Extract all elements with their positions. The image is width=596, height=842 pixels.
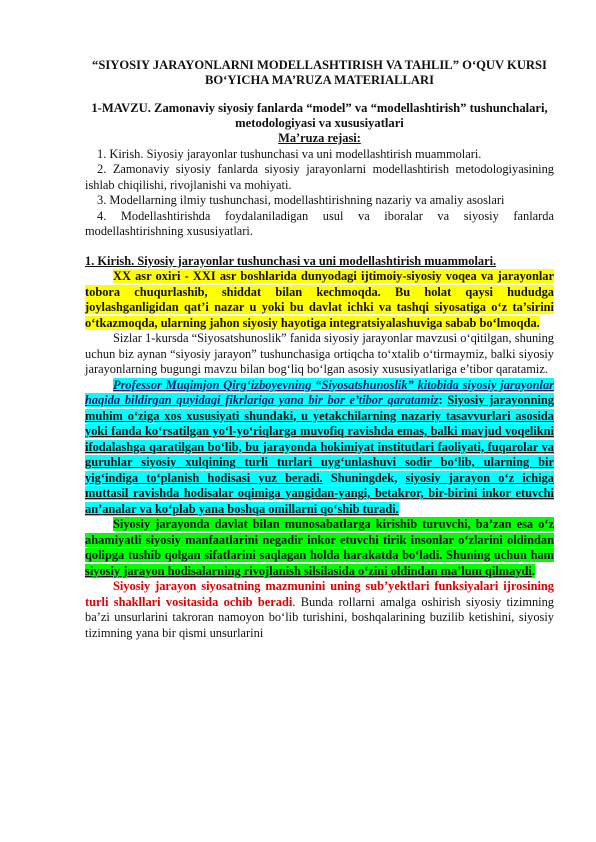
plan-item: 4. Modellashtirishda foydalaniladigan usul va iboralar va siyosiy fanlarda modellashtirishning xususiyatlari. [85, 208, 554, 238]
highlight-yellow: XX asr oxiri - XXI asr boshlarida dunyodagi ijtimoiy-siyosiy voqea va jarayonlar tobora chuqurlashib, shiddat bilan kechmoqda. Bu holat qaysi hududga joylashganligidan qat’i nazar u yoki bu davlat ichki va tashqi siyosatiga o‘z ta’sirini o‘tkazmoqda, ularning jahon siyosiy hayotiga integratsiyalashuviga sabab bo‘lmoqda. [85, 269, 554, 330]
underlined-phrase: siyosiy jarayon hodisalarning rivojlanish silsilasida o‘zini oldindan ma’lum qilmaydi [85, 563, 532, 578]
plan-item: 1. Kirish. Siyosiy jarayonlar tushunchasi va uni modellashtirish muammolari. [97, 146, 482, 161]
quote-tail: siyosiy jarayon o‘z ichiga muttasil ravishda hodisalar oqimiga yangidan-yangi, betakror, bir-birini inkor etuvchi an’analar va ko‘plab yana boshqa omillarni qo‘shib turadi. [85, 470, 554, 516]
plan-item: 2. Zamonaviy siyosiy fanlarda siyosiy jarayonlarni modellashtirish metodologiyasining ishlab chiqilishi, rivojlanishi va mohiyati. [85, 162, 554, 192]
red-phrase: Siyosiy jarayon siyosatning mazmunini uning sub’yektlari funksiyalari ijrosining turli shakllari vositasida ochib beradi [85, 579, 554, 609]
plan-list [85, 147, 554, 240]
document-title: “SIYOSIY JARAYONLARNI MODELLASHTIRISH VA TAHLIL” O‘QUV KURSI BO‘YICHA MA’RUZA MATERIALLARI [92, 58, 547, 87]
paragraph-5: Siyosiy jarayon siyosatning mazmunini uning sub’yektlari funksiyalari ijrosining turli shakllari vositasida ochib beradi. Bunda rollarni amalga oshirish siyosiy tizimning ba’zi unsurlarini takroran namoyon bo‘lib turishini, boshqalarining buzilib ketishini, siyosiy tizimning yana bir qismi unsurlarini [85, 579, 554, 640]
plan-item: 3. Modellarning ilmiy tushunchasi, modellashtirishning nazariy va amaliy asoslari [97, 193, 505, 207]
paragraph-3: Professor Muqimjon Qirg‘izboyevning “Siyosatshunoslik” kitobida siyosiy jarayonlar haqida bildirgan quyidagi fikrlariga yana bir bor e’tibor qaratamiz: Siyosiy jarayonning muhim o‘ziga xos xususiyati shundaki, u yetakchilarning nazariy tasavvurlari asosida yoki fanda ko‘rsatilgan yo‘l-yo‘riqlarga muvofiq ravishda emas, balki mavjud voqelikni ifodalashga qaratilgan bo‘lib, bu jarayonda hokimiyat institutlari faoliyati, fuqarolar va guruhlar siyosiy xulqining turli turlari uyg‘unlashuvi sodir bo‘lib, ularning bir yig‘indiga to‘planish hodisasi yuz beradi. Shuningdek, siyosiy jarayon o‘z ichiga muttasil ravishda hodisalar oqimiga yangidan-yangi, betakror, bir-birini inkor etuvchi an’analar va ko‘plab yana boshqa omillarni qo‘shib turadi. [85, 377, 554, 516]
quote-intro: Professor Muqimjon Qirg‘izboyevning “Siyosatshunoslik” kitobida siyosiy jarayonlar haqida bildirgan quyidagi fikrlariga yana bir bor e’tibor qaratamiz [85, 377, 554, 407]
paragraph-2: Sizlar 1-kursda “Siyosatshunoslik” fanida siyosiy jarayonlar mavzusi o‘qitilgan, shuning uchun biz aynan “siyosiy jarayon” tushunchasiga ortiqcha to‘xtalib o‘tirmaymiz, balki siyosiy jarayonlarning bugungi mavzu bilan bog‘liq bo‘lgan asosiy xususiyatlariga e’tibor qaratamiz. [85, 331, 554, 376]
section-title: 1. Kirish. Siyosiy jarayonlar tushunchasi va uni modellashtirish muammolari. [85, 253, 497, 268]
paragraph-1 [85, 269, 554, 331]
quote-body: Siyosiy jarayonning muhim o‘ziga xos xususiyati shundaki, u yetakchilarning nazariy tasavvurlari asosida yoki fanda ko‘rsatilgan yo‘l-yo‘riqlarga muvofiq ravishda emas, balki mavjud voqelikni ifodalashga qaratilgan bo‘lib, bu jarayonda hokimiyat institutlari faoliyati, fuqarolar va guruhlar siyosiy xulqining turli turlari uyg‘unlashuvi sodir bo‘lib, ularning bir yig‘indiga to‘planish hodisasi yuz beradi. [85, 393, 554, 485]
plan-heading: Ma’ruza rejasi: [278, 131, 361, 145]
paragraph-4: Siyosiy jarayonda davlat bilan munosabatlarga kirishib turuvchi, ba’zan esa o‘z ahamiyatli siyosiy manfaatlarini negadir inkor etuvchi tirik insonlar o‘zlarini oldindan qolipga tushib qolgan sifatlarini saqlagan holda harakatda bo‘ladi. Shuning uchun ham siyosiy jarayon hodisalarning rivojlanish silsilasida o‘zini oldindan ma’lum qilmaydi. [85, 517, 554, 578]
topic-heading: 1-MAVZU. Zamonaviy siyosiy fanlarda “model” va “modellashtirish” tushunchalari, metodologiyasi va xususiyatlari [91, 101, 548, 130]
